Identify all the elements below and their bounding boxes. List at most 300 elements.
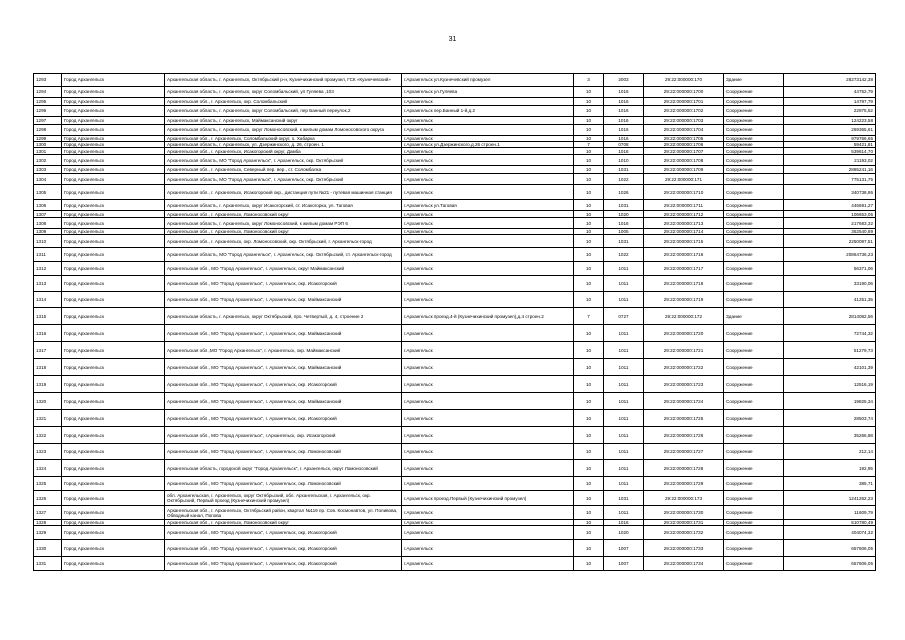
cell-owner: Город Архангельск (62, 276, 165, 292)
cell-number: 1311 (34, 248, 62, 262)
cell-address: Архангельская область, городской округ "Город Архангельск", г. Архангельск, округ Ломоносовский (165, 460, 402, 477)
cell-cadastral-number: 29:22:000000:1717 (644, 262, 724, 276)
cell-owner: Город Архангельск (62, 136, 165, 142)
table-row (34, 248, 876, 262)
cell-owner: Город Архангельск (62, 185, 165, 200)
cell-owner: Город Архангельск (62, 148, 165, 155)
cell-owner: Город Архангельск (62, 557, 165, 571)
cell-code: 10 (574, 106, 604, 117)
cell-cost: 2814082,56 (784, 308, 876, 325)
cell-code: 10 (574, 325, 604, 342)
cell-cadastral-number: 29:22:000000:1732 (644, 526, 724, 540)
cell-address: Архангельская область, г. Архангельск, Маймаксанский округ (165, 117, 402, 125)
cell-owner: Город Архангельск (62, 262, 165, 276)
cell-number: 1330 (34, 540, 62, 557)
cell-code: 10 (574, 211, 604, 218)
cell-year: 1011 (604, 276, 644, 292)
cell-object-type: Сооружение (724, 166, 784, 174)
cell-address: Архангельская обл., МО "Город Архангельск", г. Архангельск, окр. Ломоносовский (165, 444, 402, 460)
cell-address: Архангельская обл., МО "Город Архангельск", г. Архангельск, окр. Маймаксанский (165, 359, 402, 376)
cell-number: 1316 (34, 325, 62, 342)
cell-number: 1300 (34, 142, 62, 148)
cell-location: г.Архангельск проезд.4-й (Кузнечихинский промузел),д.4 строен.2 (402, 308, 574, 325)
cell-object-type: Сооружение (724, 98, 784, 106)
cell-object-type: Сооружение (724, 106, 784, 117)
cell-address: Архангельская обл., МО "Город Архангельск", г. Архангельск, окр. Исакогорский (165, 557, 402, 571)
cell-owner: Город Архангельск (62, 376, 165, 393)
cell-cadastral-number: 29:22:000000:1725 (644, 410, 724, 427)
cell-address: Архангельская обл., МО "Город Архангельск", г. Архангельск, окр. Маймаксанский (165, 292, 402, 308)
cell-cost: 1241262,23 (784, 491, 876, 506)
cell-address: обл. Архангельская, г. Архангельск, округ Октябрьский, обл. Архангельская, г. Архангельск, окр. Октябрьский, Первый проезд (Кузнечихинский промузел) (165, 491, 402, 506)
table-row (34, 211, 876, 218)
cell-cost: 28273142,38 (784, 74, 876, 87)
cell-code: 10 (574, 393, 604, 410)
cell-location: г.Архангельск (402, 155, 574, 166)
cell-number: 1305 (34, 185, 62, 200)
cell-location: г.Архангельск (402, 185, 574, 200)
cell-cost: 2885241,16 (784, 166, 876, 174)
cell-number: 1326 (34, 491, 62, 506)
table-row (34, 200, 876, 211)
cell-owner: Город Архангельск (62, 520, 165, 526)
cell-address: Архангельская обл., г. Архангельск, Ломоносовский округ (165, 211, 402, 218)
cell-owner: Город Архангельск (62, 325, 165, 342)
cell-object-type: Сооружение (724, 506, 784, 520)
cell-year: 1031 (604, 166, 644, 174)
cell-object-type: Сооружение (724, 174, 784, 185)
cell-year: 1020 (604, 211, 644, 218)
cell-location: г.Архангельск (402, 444, 574, 460)
cell-cadastral-number: 29:22:000000:1722 (644, 359, 724, 376)
cell-location: г.Архангельск (402, 235, 574, 248)
cell-location: г.Архангельск (402, 229, 574, 235)
cell-owner: Город Архангельск (62, 218, 165, 229)
cell-code: 10 (574, 166, 604, 174)
cell-location: г.Архангельск (402, 427, 574, 444)
cell-location: г.Архангельск (402, 325, 574, 342)
cell-code: 10 (574, 557, 604, 571)
cell-location: г.Архангельск (402, 262, 574, 276)
cell-location: г.Архангельск (402, 359, 574, 376)
cell-number: 1317 (34, 342, 62, 359)
cell-year: 1016 (604, 98, 644, 106)
cell-object-type: Сооружение (724, 557, 784, 571)
cell-cadastral-number: 29:22:000000:1701 (644, 98, 724, 106)
cell-owner: Город Архангельск (62, 98, 165, 106)
table-row (34, 460, 876, 477)
cell-object-type: Сооружение (724, 87, 784, 98)
cell-object-type: Сооружение (724, 235, 784, 248)
cell-cost: 269365,61 (784, 125, 876, 136)
table-row (34, 427, 876, 444)
cell-address: Архангельская обл., МО "Город Архангельск", г. Архангельск, окр. Исакогорский (165, 410, 402, 427)
cell-location: г.Архангельск проезд.Первый (Кузнечихинский промузел) (402, 491, 574, 506)
cell-object-type: Сооружение (724, 117, 784, 125)
cell-code: 10 (574, 292, 604, 308)
page-number: 31 (448, 36, 457, 43)
cell-address: Архангельская обл., г. Архангельск, Северный пер. вер., ст. Соломбалка (165, 166, 402, 174)
cell-cadastral-number: 29:22:000000:1710 (644, 185, 724, 200)
cell-cost: 59421,81 (784, 142, 876, 148)
cell-location: г.Архангельск (402, 125, 574, 136)
property-registry-table (33, 73, 876, 571)
cell-number: 1303 (34, 166, 62, 174)
cell-year: 1031 (604, 200, 644, 211)
cell-location: г.Архангельск ул.Дзержинского,д.26 строен.1 (402, 142, 574, 148)
cell-year: 1022 (604, 248, 644, 262)
cell-number: 1315 (34, 308, 62, 325)
cell-cost: 510780,49 (784, 520, 876, 526)
cell-address: Архангельская область, г. Архангельск, округ Исакогорский, ст. Исакогорка, ул. Таговая (165, 200, 402, 211)
cell-owner: Город Архангельск (62, 106, 165, 117)
cell-cadastral-number: 29:22:000000:1703 (644, 117, 724, 125)
cell-code: 10 (574, 262, 604, 276)
cell-address: Архангельская обл., МО "Город Архангельск", г. Архангельск, окр. Исакогорский (165, 540, 402, 557)
table-row (34, 376, 876, 393)
table-row (34, 557, 876, 571)
table-row (34, 276, 876, 292)
cell-code: 10 (574, 148, 604, 155)
cell-cadastral-number: 29:22:000000:1733 (644, 540, 724, 557)
cell-cadastral-number: 29:22:000000:1715 (644, 235, 724, 248)
cell-number: 1307 (34, 211, 62, 218)
cell-owner: Город Архангельск (62, 211, 165, 218)
cell-cost: 33190,06 (784, 276, 876, 292)
cell-cost: 212,14 (784, 444, 876, 460)
cell-year: 1011 (604, 376, 644, 393)
cell-code: 10 (574, 185, 604, 200)
cell-location: г.Архангельск (402, 148, 574, 155)
table-row (34, 155, 876, 166)
cell-code: 10 (574, 342, 604, 359)
cell-address: Архангельская область, г. Архангельск, округ Октябрьский, про. Четвертый, д. 4, строение 2 (165, 308, 402, 325)
cell-year: 1010 (604, 155, 644, 166)
cell-address: Архангельская обл., МО "Город Архангельск", г. Архангельск, округ Маймаксанский (165, 262, 402, 276)
cell-address: Архангельская область, г. Архангельск, Октябрьский р-н, Кузнечихинский промузел, ГСК «Кузнечевский» (165, 74, 402, 87)
cell-owner: Город Архангельск (62, 125, 165, 136)
cell-address: Архангельская область, г. Архангельск, ул. Дзержинского, д. 26, строен. 1 (165, 142, 402, 148)
cell-cost: 56371,06 (784, 262, 876, 276)
cell-code: 10 (574, 98, 604, 106)
cell-code: 7 (574, 308, 604, 325)
table-row (34, 359, 876, 376)
cell-owner: Город Архангельск (62, 427, 165, 444)
cell-code: 10 (574, 174, 604, 185)
cell-code: 10 (574, 229, 604, 235)
cell-cadastral-number: 29:22:000000:1704 (644, 125, 724, 136)
cell-code: 10 (574, 526, 604, 540)
cell-code: 10 (574, 376, 604, 393)
cell-cost: 106653,05 (784, 211, 876, 218)
cell-address: Архангельская область, г. Архангельск, округ Ломоносовский, к жилым домам Ломоносовского округа (165, 125, 402, 136)
cell-year: 1011 (604, 292, 644, 308)
cell-code: 10 (574, 248, 604, 262)
cell-year: 1011 (604, 506, 644, 520)
cell-owner: Город Архангельск (62, 155, 165, 166)
cell-number: 1297 (34, 117, 62, 125)
cell-address: Архангельская область, г. Архангельск, округ Ломоносовский, к жилым домам РЭП 6 (165, 218, 402, 229)
cell-cadastral-number: 29:22:000000:1702 (644, 106, 724, 117)
cell-number: 1329 (34, 526, 62, 540)
cell-cadastral-number: 29:22:000000:171 (644, 174, 724, 185)
cell-number: 1323 (34, 444, 62, 460)
cell-owner: Город Архангельск (62, 235, 165, 248)
cell-code: 7 (574, 142, 604, 148)
cell-object-type: Сооружение (724, 520, 784, 526)
cell-year: 1011 (604, 444, 644, 460)
cell-cadastral-number: 29:22:000000:1724 (644, 393, 724, 410)
cell-number: 1306 (34, 200, 62, 211)
cell-cost: 352540,89 (784, 229, 876, 235)
cell-code: 10 (574, 218, 604, 229)
cell-owner: Город Архангельск (62, 460, 165, 477)
cell-cadastral-number: 29:22:000000:1707 (644, 148, 724, 155)
cell-owner: Город Архангельск (62, 477, 165, 491)
cell-number: 1293 (34, 74, 62, 87)
cell-location: г.Архангельск (402, 136, 574, 142)
cell-address: Архангельская обл., г. Архангельск, Исакогорский округ, Дамба (165, 148, 402, 155)
cell-cadastral-number: 29:22:000000:1723 (644, 376, 724, 393)
table-body (34, 74, 876, 571)
cell-year: 1031 (604, 235, 644, 248)
cell-code: 10 (574, 200, 604, 211)
cell-address: Архангельская обл., МО "Город Архангельск", г. Архангельск, окр. Маймаксанский (165, 325, 402, 342)
table-row (34, 185, 876, 200)
cell-object-type: Сооружение (724, 229, 784, 235)
cell-number: 1331 (34, 557, 62, 571)
cell-cost: 446691,27 (784, 200, 876, 211)
cell-object-type: Сооружение (724, 276, 784, 292)
cell-number: 1325 (34, 477, 62, 491)
cell-code: 10 (574, 460, 604, 477)
cell-address: Архангельская обл., г. Архангельск, окр. Ломоносовский, окр. Октябрьский, г. Архангельск-город (165, 235, 402, 248)
cell-cost: 775131,75 (784, 174, 876, 185)
cell-cadastral-number: 29:22:000000:1734 (644, 557, 724, 571)
cell-number: 1309 (34, 229, 62, 235)
cell-code: 3 (574, 74, 604, 87)
cell-object-type: Сооружение (724, 262, 784, 276)
cell-year: 1007 (604, 557, 644, 571)
cell-cost: 192,95 (784, 460, 876, 477)
cell-owner: Город Архангельск (62, 200, 165, 211)
cell-year: 1011 (604, 477, 644, 491)
cell-cadastral-number: 29:22:000000:1706 (644, 142, 724, 148)
cell-owner: Город Архангельск (62, 142, 165, 148)
cell-cadastral-number: 29:22:000000:1700 (644, 87, 724, 98)
cell-cadastral-number: 29:22:000000:1712 (644, 211, 724, 218)
cell-owner: Город Архангельск (62, 359, 165, 376)
table-row (34, 393, 876, 410)
cell-cost: 340738,95 (784, 185, 876, 200)
cell-year: 1016 (604, 148, 644, 155)
table-row (34, 308, 876, 325)
cell-code: 10 (574, 155, 604, 166)
cell-year: 1016 (604, 218, 644, 229)
table-row (34, 117, 876, 125)
cell-year: 1011 (604, 393, 644, 410)
cell-cadastral-number: 29:22:000000:1729 (644, 477, 724, 491)
cell-year: 1011 (604, 427, 644, 444)
cell-code: 10 (574, 87, 604, 98)
cell-number: 1302 (34, 155, 62, 166)
cell-cost: 51279,73 (784, 342, 876, 359)
cell-owner: Город Архангельск (62, 342, 165, 359)
cell-address: Архангельская область, г. Архангельск, округ Соломбальский, пер Банный переулок,2 (165, 106, 402, 117)
cell-cost: 979766,65 (784, 136, 876, 142)
cell-year: 1011 (604, 342, 644, 359)
cell-cost: 657606,05 (784, 557, 876, 571)
cell-number: 1327 (34, 506, 62, 520)
table-row (34, 477, 876, 491)
cell-number: 1304 (34, 174, 62, 185)
cell-owner: Город Архангельск (62, 491, 165, 506)
cell-year: 1011 (604, 262, 644, 276)
cell-year: 1007 (604, 540, 644, 557)
table-row (34, 292, 876, 308)
cell-owner: Город Архангельск (62, 229, 165, 235)
cell-code: 10 (574, 235, 604, 248)
table-row (34, 98, 876, 106)
cell-object-type: Сооружение (724, 136, 784, 142)
cell-object-type: Сооружение (724, 526, 784, 540)
cell-location: г.Архангельск (402, 460, 574, 477)
cell-number: 1318 (34, 359, 62, 376)
cell-cadastral-number: 29:22:000000:1719 (644, 292, 724, 308)
cell-number: 1313 (34, 276, 62, 292)
cell-address: Архангельская обл., г. Архангельск, Ломоносовский округ (165, 229, 402, 235)
cell-owner: Город Архангельск (62, 74, 165, 87)
cell-object-type: Сооружение (724, 142, 784, 148)
cell-code: 10 (574, 117, 604, 125)
cell-location: г.Архангельск (402, 526, 574, 540)
table-row (34, 262, 876, 276)
cell-cadastral-number: 29:22:000000:1726 (644, 427, 724, 444)
cell-address: Архангельская обл., г. Архангельск, окр. Соломбальский (165, 98, 402, 106)
cell-object-type: Здание (724, 74, 784, 87)
cell-code: 10 (574, 491, 604, 506)
cell-number: 1321 (34, 410, 62, 427)
cell-object-type: Сооружение (724, 393, 784, 410)
table-row (34, 325, 876, 342)
cell-cost: 42101,39 (784, 359, 876, 376)
cell-location: г.Архангельск (402, 342, 574, 359)
cell-number: 1320 (34, 393, 62, 410)
cell-number: 1322 (34, 427, 62, 444)
cell-number: 1301 (34, 148, 62, 155)
cell-address: Архангельская обл., МО "Город Архангельск", г. Архангельск, окр. Исакогорский (165, 526, 402, 540)
cell-owner: Город Архангельск (62, 410, 165, 427)
cell-object-type: Сооружение (724, 342, 784, 359)
cell-location: г.Архангельск ул.Гуляева (402, 87, 574, 98)
cell-number: 1324 (34, 460, 62, 477)
cell-location: г.Архангельск ул.Таговая (402, 200, 574, 211)
cell-cost: 20864736,23 (784, 248, 876, 262)
cell-year: 1011 (604, 410, 644, 427)
cell-cost: 217683,32 (784, 218, 876, 229)
cell-object-type: Сооружение (724, 410, 784, 427)
cell-address: Архангельская область, г. Архангельск, округ Соломбальский, ул Гуляева ,103 (165, 87, 402, 98)
cell-number: 1312 (34, 262, 62, 276)
cell-cost: 19825,34 (784, 393, 876, 410)
cell-number: 1299 (34, 136, 62, 142)
cell-cadastral-number: 29:22:000000:1731 (644, 520, 724, 526)
cell-object-type: Сооружение (724, 248, 784, 262)
cell-owner: Город Архангельск (62, 506, 165, 520)
cell-cost: 35266,88 (784, 427, 876, 444)
cell-number: 1310 (34, 235, 62, 248)
cell-owner: Город Архангельск (62, 393, 165, 410)
cell-object-type: Сооружение (724, 218, 784, 229)
cell-cost: 22975,52 (784, 106, 876, 117)
cell-address: Архангельская обл.,МО "Город Архангельск", г. Архангельск, окр. Маймаксанский (165, 342, 402, 359)
cell-number: 1295 (34, 98, 62, 106)
cell-object-type: Сооружение (724, 460, 784, 477)
cell-cost: 2250097,51 (784, 235, 876, 248)
cell-location: г.Архангельск (402, 540, 574, 557)
cell-cadastral-number: 29:22:000000:1709 (644, 166, 724, 174)
cell-object-type: Сооружение (724, 325, 784, 342)
cell-code: 10 (574, 125, 604, 136)
cell-location: г.Архангельск (402, 506, 574, 520)
cell-owner: Город Архангельск (62, 166, 165, 174)
cell-year: 1031 (604, 491, 644, 506)
cell-object-type: Сооружение (724, 477, 784, 491)
cell-cadastral-number: 29:22:000000:1730 (644, 506, 724, 520)
cell-code: 10 (574, 427, 604, 444)
cell-year: 1016 (604, 125, 644, 136)
cell-year: 2003 (604, 74, 644, 87)
table-row (34, 410, 876, 427)
cell-cost: 28503,74 (784, 410, 876, 427)
cell-object-type: Здание (724, 308, 784, 325)
cell-code: 10 (574, 520, 604, 526)
cell-cost: 11609,79 (784, 506, 876, 520)
cell-number: 1298 (34, 125, 62, 136)
cell-cadastral-number: 29:22:000000:1708 (644, 155, 724, 166)
table-row (34, 106, 876, 117)
cell-object-type: Сооружение (724, 540, 784, 557)
cell-number: 1319 (34, 376, 62, 393)
cell-owner: Город Архангельск (62, 117, 165, 125)
cell-cost: 657606,05 (784, 540, 876, 557)
cell-address: Архангельская обл., г. Архангельск, Исакогорский окр., дистанция пути №21 - путевая машинная станция (165, 185, 402, 200)
cell-location: г.Архангельск пер.Банный 1-й,д.2 (402, 106, 574, 117)
table-row (34, 444, 876, 460)
cell-code: 10 (574, 477, 604, 491)
cell-object-type: Сооружение (724, 491, 784, 506)
cell-owner: Город Архангельск (62, 308, 165, 325)
cell-address: Архангельская область, МО "Город Архангельск", г. Архангельск, окр. Октябрьский (165, 174, 402, 185)
table-row (34, 125, 876, 136)
cell-object-type: Сооружение (724, 125, 784, 136)
cell-object-type: Сооружение (724, 211, 784, 218)
cell-location: г.Архангельск (402, 410, 574, 427)
cell-cadastral-number: 29:22:000000:172 (644, 308, 724, 325)
cell-location: г.Архангельск (402, 248, 574, 262)
cell-object-type: Сооружение (724, 148, 784, 155)
cell-address: Архангельская обл., г. Архангельск, Ломоносовский округ (165, 520, 402, 526)
cell-cost: 14797,79 (784, 98, 876, 106)
cell-location: г.Архангельск ул.Кузнечевский промузел (402, 74, 574, 87)
cell-code: 10 (574, 540, 604, 557)
cell-cadastral-number: 29:22:000000:1728 (644, 460, 724, 477)
cell-cadastral-number: 29:22:000000:173 (644, 491, 724, 506)
cell-address: Архангельская обл., МО "Город Архангельск", г.Архангельск, окр. Исакогорский (165, 427, 402, 444)
cell-object-type: Сооружение (724, 376, 784, 393)
cell-year: 0708 (604, 142, 644, 148)
table-row (34, 342, 876, 359)
